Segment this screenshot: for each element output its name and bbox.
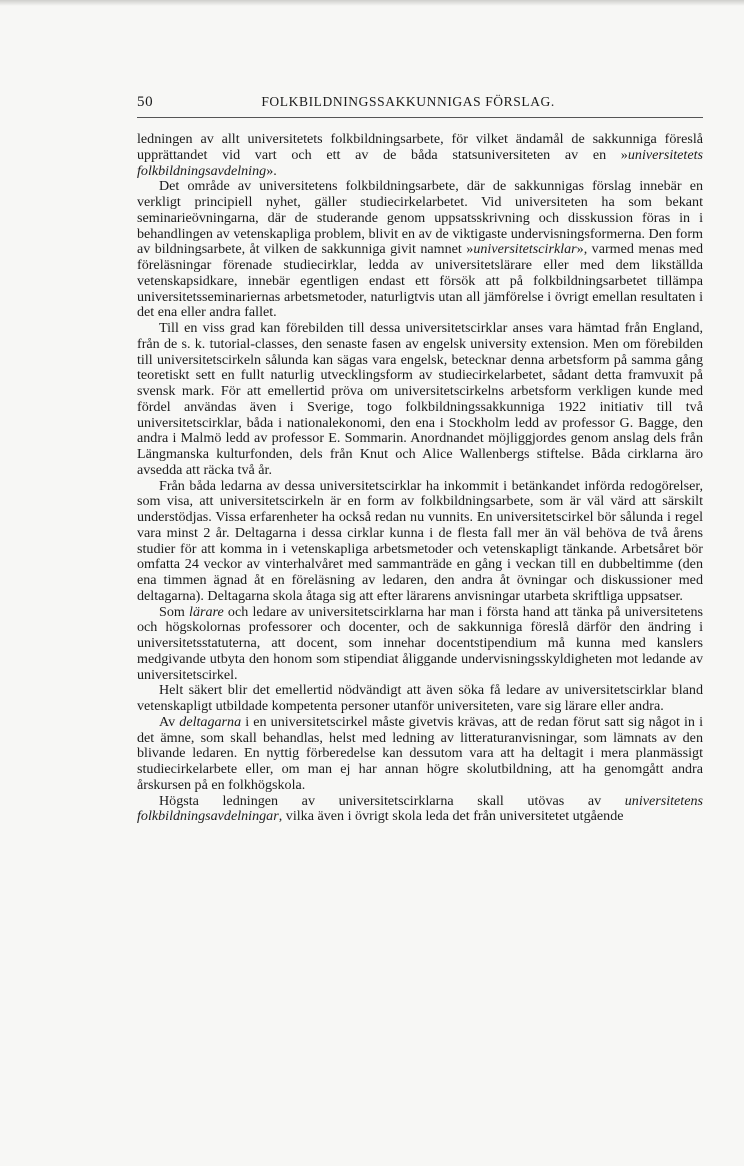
text-run: Från båda ledarna av dessa universitetscirklar ha inkommit i betänkandet införda redogörelser, som visa, att universitetscirkeln är en form av folkbildningsarbete, som är väl värd att särskilt understödjas. Vissa erfarenheter ha också redan nu vunnits. En universitetscirkel bör sålunda i regel vara minst 2 år. Deltagarna i dessa cirklar kunna i de flesta fall mer än väl behöva de två årens studier för att komma in i vetenskapliga arbetsmetoder och vetenskapligt tänkande. Arbetsåret bör omfatta 24 veckor av vinterhalvåret med sammanträde en gång i veckan till en dubbeltimme (den ena timmen ägnad åt en föreläsning av ledaren, den andra åt övningar och diskussioner med deltagarna). Deltagarna skola åtaga sig att efter lärarens anvisningar utarbeta skriftliga uppsatser.	[137, 477, 703, 604]
page-number: 50	[137, 94, 154, 110]
text-run: », varmed menas med föreläsningar förenade studiecirklar, ledda av universitetslärare eller med dem likställda vetenskapsidkare, innebär egentligen endast ett försök att på folkbildningsarbetet tillämpa universitetsseminariernas arbetsmetoder, naturligtvis utan all jämförelse i övrigt emellan resultaten i det ena eller andra fallet.	[137, 241, 704, 321]
body-text	[137, 132, 703, 825]
text-run: ledningen av allt universitetets folkbildningsarbete, för vilket ändamål de sakkunniga föreslå upprättandet vid vart och ett av de båda statsuniversiteten av en »	[137, 131, 703, 163]
text-run: Högsta ledningen av universitetscirklarna skall utövas av	[159, 792, 625, 809]
paragraph	[137, 321, 703, 479]
paragraph	[137, 605, 703, 684]
italic-run: universitetets folkbildningsavdelning	[137, 146, 703, 179]
italic-run: deltagarna	[179, 713, 242, 730]
text-run: och ledare av universitetscirklarna har man i första hand att tänka på universitetens och högskolornas professorer och docenter, och de sakkunniga föreslå därför den ändring i universitetsstatuterna, att docent, som innehar docentstipendium må kunna med kanslers medgivande utbyta den honom som stipendiat åliggande undervisningsskyldigheten mot ledande av universitetscirkel.	[137, 603, 703, 683]
paragraph	[137, 479, 703, 605]
text-run: Helt säkert blir det emellertid nödvändigt att även söka få ledare av universitetscirklar bland vetenskapligt utbildade kompetenta personer utanför universiteten, vare sig lärare eller andra.	[137, 682, 703, 714]
italic-run: universitetens folkbildningsavdelningar	[137, 792, 703, 825]
text-run: Av	[159, 713, 180, 730]
text-run: , vilka även i övrigt skola leda det från universitetet utgående	[278, 808, 624, 825]
text-run: Som	[159, 603, 190, 620]
paragraph	[137, 132, 703, 179]
paragraph	[137, 794, 703, 826]
text-run: Det område av universitetens folkbildningsarbete, där de sakkunnigas förslag innebär en verkligt principiell nyhet, gäller studiecirkelarbetet. Vid universiteten ha som bekant seminarieövningarna, där de studerande genom uppsatsskrivning och disskussion föras in i behandlingen av vetenskapliga problem, blivit en av de viktigaste undervisningsformerna. Den form av bildningsarbete, åt vilken de sakkunniga givit namnet »	[137, 178, 703, 258]
paragraph	[137, 715, 703, 794]
paragraph	[137, 683, 703, 715]
running-head	[137, 94, 703, 114]
page-title: FOLKBILDNINGSSAKKUNNIGAS FÖRSLAG.	[261, 94, 555, 109]
italic-run: lärare	[189, 603, 224, 620]
text-run: Till en viss grad kan förebilden till dessa universitetscirklar anses vara hämtad från England, från de s. k. tutorial-classes, den senaste fasen av engelsk university extension. Men om förebilden till universitetscirkeln sålunda kan sägas vara engelsk, betecknar denna arbetsform på samma gång teoretiskt sett en fullt naturlig utvecklingsform av studiecirkelarbetet, sådant detta framvuxit på svensk mark. För att emellertid pröva om universitetscirkelns arbetsform verkligen kunde med fördel användas även i Sverige, togo folkbildningssakkunniga 1922 initiativ till två universitetscirklar, båda i nationalekonomi, den ena i Stockholm ledd av professor G. Bagge, den andra i Malmö ledd av professor E. Sommarin. Anordnandet möjliggjordes genom anslag dels från Längmanska kulturfonden, dels från Knut och Alice Wallenbergs stiftelse. Båda cirklarna äro avsedda att räcka två år.	[137, 320, 703, 478]
document-page	[137, 94, 703, 825]
italic-run: universitetscirklar	[473, 241, 577, 258]
text-run: i en universitetscirkel måste givetvis krävas, att de redan förut satt sig något in i det ämne, som skall behandlas, helst med ledning av litteraturanvisningar, som lämnats av den blivande ledaren. En nyttig förberedelse kan dessutom vara att ha deltagit i mera planmässigt studiecirkelarbete eller, om man ej har annan högre skolutbildning, att ha genomgått andra årskursen på en folkhögskola.	[137, 713, 703, 793]
scan-edge	[0, 0, 744, 6]
text-run: ».	[266, 162, 277, 179]
paragraph	[137, 179, 703, 321]
header-rule	[137, 117, 703, 118]
